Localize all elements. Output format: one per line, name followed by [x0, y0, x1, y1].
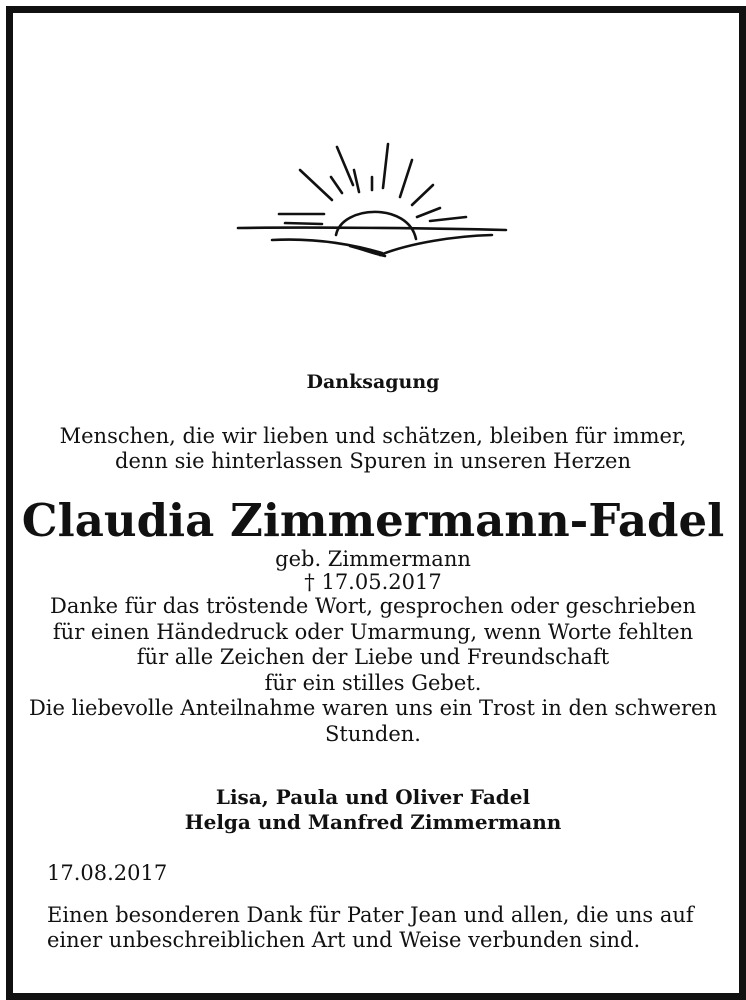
special-thanks-line: Einen besonderen Dank für Pater Jean und allen, die uns auf [47, 903, 694, 927]
death-date: † 17.05.2017 [304, 570, 442, 594]
signers [0, 785, 746, 835]
birth-name: geb. Zimmermann [275, 547, 471, 571]
motto-line: Menschen, die wir lieben und schätzen, bleiben für immer, [59, 424, 687, 448]
thanks-line: Danke für das tröstende Wort, gesprochen oder geschrieben [49, 594, 697, 618]
motto-line: denn sie hinterlassen Spuren in unseren Herzen [115, 449, 631, 473]
signer-line: Helga und Manfred Zimmermann [184, 810, 562, 834]
sunrise-icon [230, 140, 515, 265]
thanks-line: Die liebevolle Anteilnahme waren uns ein Trost in den schweren [28, 696, 718, 720]
special-thanks [47, 903, 694, 953]
notice-heading: Danksagung [306, 371, 440, 393]
thanks-text [0, 594, 746, 747]
special-thanks-line: einer unbeschreiblichen Art und Weise verbunden sind. [47, 928, 641, 952]
notice-date: 17.08.2017 [47, 861, 168, 885]
thanks-line: für einen Händedruck oder Umarmung, wenn Worte fehlten [52, 619, 694, 644]
thanks-line: Stunden. [325, 721, 421, 746]
thanks-line: für ein stilles Gebet. [264, 670, 482, 695]
signer-line: Lisa, Paula und Oliver Fadel [215, 785, 531, 809]
thanks-line: für alle Zeichen der Liebe und Freundschaft [136, 645, 610, 669]
motto [0, 424, 746, 474]
deceased-name: Claudia Zimmermann-Fadel [21, 494, 725, 547]
deceased-details [0, 548, 746, 594]
